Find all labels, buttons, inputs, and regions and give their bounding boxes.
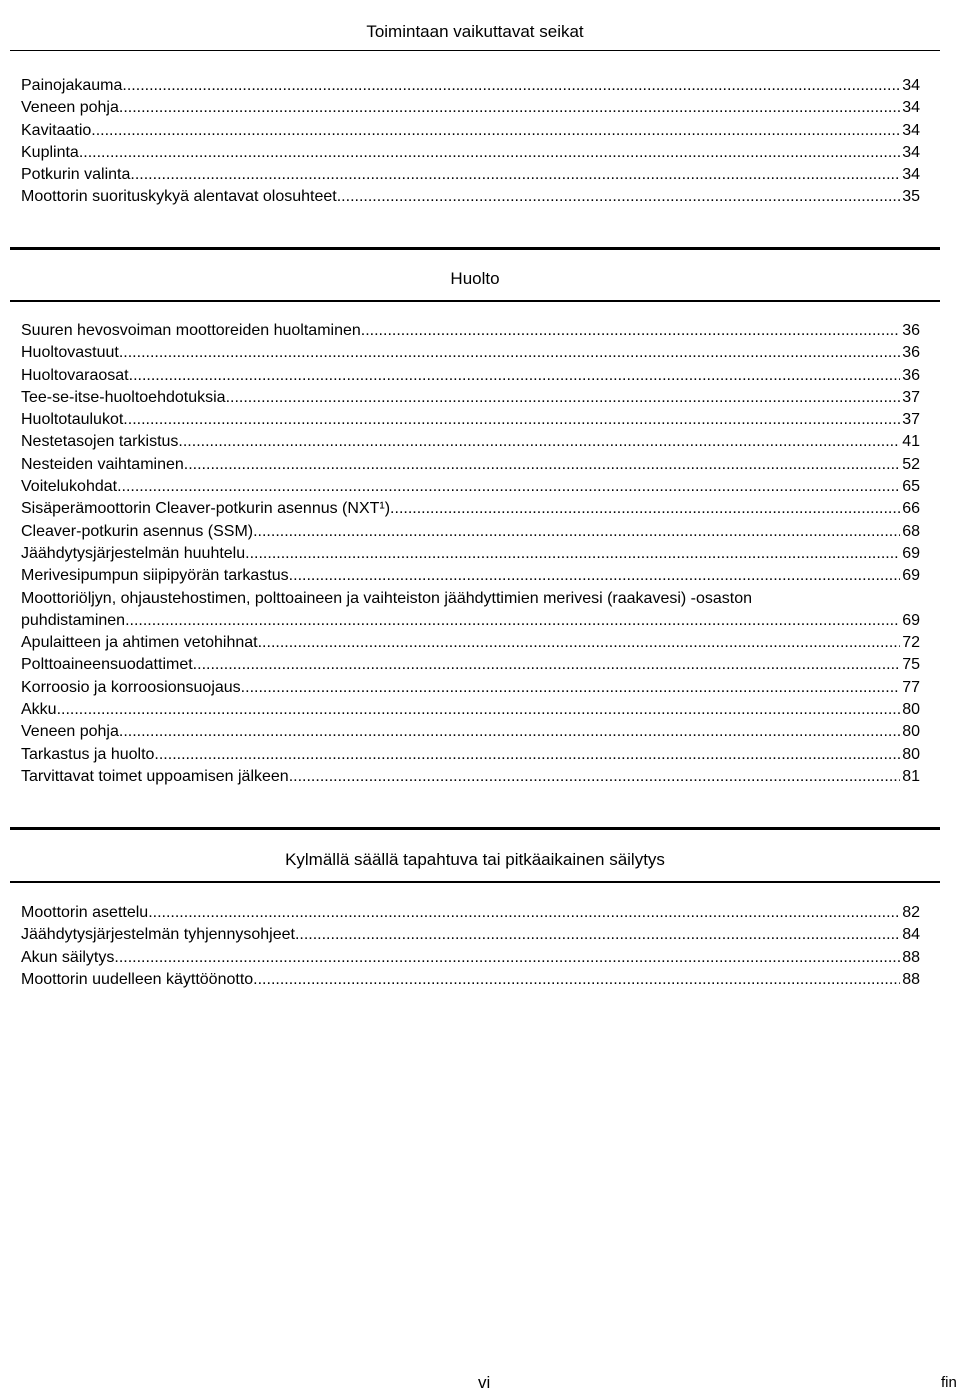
toc-entry-page: 34 <box>902 166 920 184</box>
toc-entry[interactable] <box>21 632 920 654</box>
toc-entry-title: Huoltotaulukot <box>21 411 124 429</box>
leader-dots <box>178 431 900 453</box>
toc-entry-page: 34 <box>902 121 920 139</box>
leader-dots <box>117 476 900 498</box>
toc-entry-page: 68 <box>902 522 920 540</box>
leader-dots <box>57 699 901 721</box>
toc-entry-title: Merivesipumpun siipipyörän tarkastus <box>21 567 289 585</box>
leader-dots <box>184 454 900 476</box>
toc-entry-title: puhdistaminen <box>21 611 126 629</box>
toc-entry-title: Tarkastus ja huolto <box>21 745 155 763</box>
toc-entry-page: 75 <box>902 656 920 674</box>
toc-entry-title: Jäähdytysjärjestelmän tyhjennysohjeet <box>21 926 295 944</box>
toc-entry-title: Voitelukohdat <box>21 478 118 496</box>
toc-entry[interactable] <box>21 142 920 164</box>
toc-list-huolto <box>21 320 920 788</box>
toc-entry[interactable] <box>21 431 920 453</box>
toc-entry[interactable] <box>21 387 920 409</box>
toc-entry-title: Huoltovastuut <box>21 344 119 362</box>
toc-entry[interactable] <box>21 924 920 946</box>
leader-dots <box>253 969 900 991</box>
toc-entry-page: 37 <box>902 388 920 406</box>
toc-entry[interactable] <box>21 610 920 632</box>
toc-entry[interactable] <box>21 164 920 186</box>
leader-dots <box>361 320 900 342</box>
toc-entry[interactable] <box>21 97 920 119</box>
leader-dots <box>122 75 900 97</box>
leader-dots <box>79 142 900 164</box>
toc-entry-page: 37 <box>902 411 920 429</box>
toc-entry-title: Moottorin suorituskykyä alentavat olosuhteet <box>21 188 337 206</box>
toc-entry[interactable] <box>21 766 920 788</box>
leader-dots <box>337 186 900 208</box>
toc-entry-page: 34 <box>902 77 920 94</box>
toc-entry-title: Kuplinta <box>21 143 79 161</box>
toc-entry-page: 84 <box>902 926 920 944</box>
toc-entry-page: 81 <box>902 767 920 785</box>
toc-entry[interactable] <box>21 654 920 676</box>
toc-entry-page: 66 <box>902 500 920 518</box>
toc-entry-title: Apulaitteen ja ahtimen vetohihnat <box>21 634 258 652</box>
toc-entry-title: Korroosio ja korroosionsuojaus <box>21 678 241 696</box>
toc-entry-title: Painojakauma <box>21 77 123 94</box>
toc-entry-title: Cleaver-potkurin asennus (SSM) <box>21 522 254 540</box>
toc-entry[interactable] <box>21 186 920 208</box>
toc-entry-title: Nestetasojen tarkistus <box>21 433 179 451</box>
section-rule <box>10 300 940 302</box>
toc-entry-title: Jäähdytysjärjestelmän huuhtelu <box>21 544 246 562</box>
toc-entry-title: Sisäperämoottorin Cleaver-potkurin asennus (NXT¹) <box>21 500 391 518</box>
toc-entry-title: Moottorin uudelleen käyttöönotto <box>21 970 254 988</box>
leader-dots <box>390 498 900 520</box>
leader-dots <box>253 521 900 543</box>
toc-entry-title: Veneen pohja <box>21 723 119 741</box>
toc-entry-title: Huoltovaraosat <box>21 366 129 384</box>
toc-entry-page: 52 <box>902 455 920 473</box>
language-code: fin <box>941 1374 957 1391</box>
toc-entry[interactable] <box>21 454 920 476</box>
toc-entry-title: Suuren hevosvoiman moottoreiden huoltaminen <box>21 322 361 339</box>
toc-entry-page: 69 <box>902 567 920 585</box>
toc-entry-title: Kavitaatio <box>21 121 92 139</box>
toc-entry-title: Polttoaineensuodattimet <box>21 656 193 674</box>
leader-dots <box>130 164 900 186</box>
toc-entry-title: Tarvittavat toimet uppoamisen jälkeen <box>21 767 289 785</box>
leader-dots <box>123 409 900 431</box>
toc-entry[interactable] <box>21 498 920 520</box>
section-heading-sailytys: Kylmällä säällä tapahtuva tai pitkäaikainen säilytys <box>285 850 665 869</box>
toc-list-toimintaan <box>21 75 920 209</box>
toc-entry[interactable] <box>21 476 920 498</box>
toc-entry[interactable] <box>21 721 920 743</box>
toc-list-sailytys <box>21 902 920 991</box>
leader-dots <box>148 902 900 924</box>
toc-entry-page: 88 <box>902 970 920 988</box>
toc-entry-page: 36 <box>902 322 920 339</box>
leader-dots <box>119 342 900 364</box>
leader-dots <box>125 610 900 632</box>
leader-dots <box>119 721 900 743</box>
leader-dots <box>226 387 901 409</box>
toc-entry-title: Tee-se-itse-huoltoehdotuksia <box>21 388 226 406</box>
toc-entry-page: 34 <box>902 143 920 161</box>
toc-entry[interactable] <box>21 969 920 991</box>
section-heading-toimintaan: Toimintaan vaikuttavat seikat <box>366 22 584 41</box>
toc-entry-page: 72 <box>902 634 920 652</box>
section-rule-thick <box>10 247 940 250</box>
toc-entry[interactable] <box>21 744 920 766</box>
toc-entry-page: 69 <box>902 544 920 562</box>
toc-entry-title: Potkurin valinta <box>21 166 131 184</box>
leader-dots <box>193 654 901 676</box>
toc-entry-title: Akun säilytys <box>21 948 115 966</box>
leader-dots <box>245 543 900 565</box>
section-rule <box>10 881 940 883</box>
toc-entry[interactable] <box>21 320 920 342</box>
toc-entry[interactable] <box>21 120 920 142</box>
toc-entry[interactable] <box>21 947 920 969</box>
toc-entry-page: 80 <box>902 701 920 719</box>
toc-entry-page: 65 <box>902 478 920 496</box>
section-rule-thick <box>10 827 940 830</box>
toc-entry-page: 69 <box>902 611 920 629</box>
toc-entry[interactable] <box>21 521 920 543</box>
leader-dots <box>295 924 900 946</box>
toc-entry-page: 80 <box>902 745 920 763</box>
toc-entry[interactable] <box>21 699 920 721</box>
toc-entry-page: 35 <box>902 188 920 206</box>
leader-dots <box>91 120 900 142</box>
toc-entry-page: 36 <box>902 366 920 384</box>
toc-entry[interactable] <box>21 365 920 387</box>
toc-entry[interactable] <box>21 75 920 97</box>
leader-dots <box>258 632 901 654</box>
toc-entry-title: Moottorin asettelu <box>21 904 149 921</box>
toc-entry-title: Veneen pohja <box>21 99 119 117</box>
leader-dots <box>129 365 901 387</box>
toc-entry-page: 82 <box>902 904 920 921</box>
toc-entry-page: 88 <box>902 948 920 966</box>
toc-entry-page: 34 <box>902 99 920 117</box>
toc-entry-page: 80 <box>902 723 920 741</box>
leader-dots <box>241 677 901 699</box>
toc-entry[interactable] <box>21 677 920 699</box>
leader-dots <box>119 97 900 119</box>
page-number: vi <box>478 1373 491 1392</box>
toc-entry-page: 36 <box>902 344 920 362</box>
toc-entry[interactable] <box>21 543 920 565</box>
toc-entry[interactable] <box>21 902 920 924</box>
leader-dots <box>289 766 901 788</box>
toc-entry[interactable] <box>21 565 920 587</box>
leader-dots <box>114 947 900 969</box>
toc-entry-title-line1[interactable]: Moottoriöljyn, ohjaustehostimen, polttoaineen ja vaihteiston jäähdyttimien merivesi (raakavesi) -osaston <box>21 589 753 607</box>
toc-entry[interactable] <box>21 342 920 364</box>
toc-entry-title: Akku <box>21 701 57 719</box>
toc-entry-page: 77 <box>902 678 920 696</box>
section-heading-huolto: Huolto <box>450 269 500 288</box>
toc-entry[interactable] <box>21 409 920 431</box>
toc-entry-title: Nesteiden vaihtaminen <box>21 455 184 473</box>
leader-dots <box>289 565 901 587</box>
toc-entry-page: 41 <box>902 433 920 451</box>
section-rule <box>10 50 940 51</box>
leader-dots <box>154 744 900 766</box>
